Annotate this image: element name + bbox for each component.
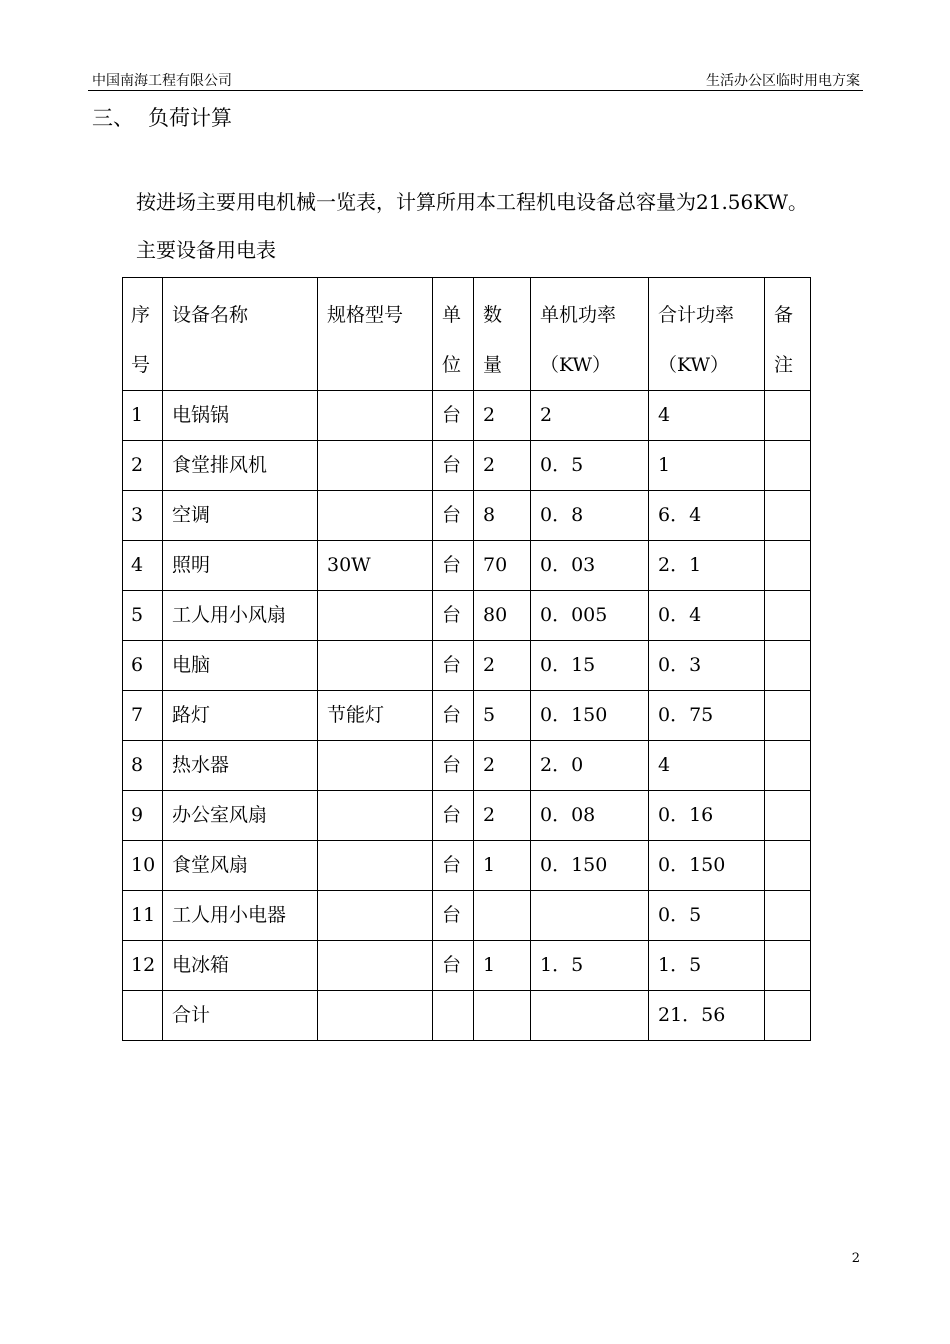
cell-spec: 30W [318,541,433,591]
table-row [123,591,811,641]
cell-total-power: 0．4 [649,591,765,641]
cell-name: 办公室风扇 [163,791,318,841]
section-heading [92,102,232,132]
cell-unit: 台 [433,541,474,591]
header-no: 序 号 [123,278,163,391]
cell-unit [433,991,474,1041]
cell-no: 8 [123,741,163,791]
cell-qty: 70 [474,541,531,591]
cell-unit-power: 2 [531,391,649,441]
table-row [123,691,811,741]
cell-unit: 台 [433,941,474,991]
table-row [123,741,811,791]
header-unit-power: 单机功率 （KW） [531,278,649,391]
cell-spec [318,841,433,891]
cell-name: 照明 [163,541,318,591]
cell-spec [318,391,433,441]
table-row [123,391,811,441]
cell-spec [318,991,433,1041]
cell-total-power: 0．5 [649,891,765,941]
cell-qty: 2 [474,441,531,491]
cell-spec [318,491,433,541]
cell-unit-power: 0．150 [531,691,649,741]
header-qty: 数 量 [474,278,531,391]
cell-no [123,991,163,1041]
cell-qty: 80 [474,591,531,641]
cell-unit-power: 0．15 [531,641,649,691]
header-unit: 单 位 [433,278,474,391]
cell-qty [474,891,531,941]
cell-qty: 8 [474,491,531,541]
cell-no: 1 [123,391,163,441]
intro-paragraph: 按进场主要用电机械一览表，计算所用本工程机电设备总容量为21.56KW。 [136,190,809,214]
cell-unit: 台 [433,591,474,641]
cell-qty: 1 [474,841,531,891]
cell-spec [318,591,433,641]
cell-name: 热水器 [163,741,318,791]
table-row [123,941,811,991]
cell-name: 食堂排风机 [163,441,318,491]
cell-name: 电锅锅 [163,391,318,441]
header-doc-title: 生活办公区临时用电方案 [706,73,860,89]
cell-qty: 2 [474,741,531,791]
cell-unit: 台 [433,441,474,491]
cell-name: 合计 [163,991,318,1041]
header-note: 备 注 [765,278,811,391]
cell-no: 9 [123,791,163,841]
table-total-row [123,991,811,1041]
table-title: 主要设备用电表 [136,238,276,262]
header-company: 中国南海工程有限公司 [92,73,232,89]
cell-total-power: 2．1 [649,541,765,591]
cell-qty: 5 [474,691,531,741]
cell-unit: 台 [433,841,474,891]
cell-note [765,591,811,641]
cell-qty: 2 [474,791,531,841]
cell-unit-power: 0．08 [531,791,649,841]
cell-name: 空调 [163,491,318,541]
cell-spec [318,641,433,691]
cell-no: 5 [123,591,163,641]
cell-total-power: 1．5 [649,941,765,991]
cell-spec [318,891,433,941]
cell-note [765,891,811,941]
cell-unit-power: 0．8 [531,491,649,541]
table-row [123,641,811,691]
cell-unit: 台 [433,891,474,941]
cell-no: 10 [123,841,163,891]
cell-unit-power [531,891,649,941]
cell-unit: 台 [433,391,474,441]
cell-name: 食堂风扇 [163,841,318,891]
cell-note [765,691,811,741]
table-row [123,441,811,491]
cell-qty: 1 [474,941,531,991]
cell-unit: 台 [433,741,474,791]
cell-note [765,441,811,491]
table-row [123,891,811,941]
cell-spec [318,941,433,991]
section-number: 三、 [92,106,134,130]
cell-note [765,841,811,891]
cell-qty: 2 [474,641,531,691]
cell-unit: 台 [433,691,474,741]
cell-note [765,391,811,441]
header-name: 设备名称 [163,278,318,391]
cell-total-power: 0．3 [649,641,765,691]
cell-unit-power: 0．5 [531,441,649,491]
cell-no: 12 [123,941,163,991]
cell-total-power: 0．150 [649,841,765,891]
cell-name: 电脑 [163,641,318,691]
cell-total-power: 21．56 [649,991,765,1041]
cell-unit-power [531,991,649,1041]
cell-total-power: 6．4 [649,491,765,541]
cell-unit-power: 0．005 [531,591,649,641]
cell-unit: 台 [433,491,474,541]
cell-unit: 台 [433,791,474,841]
section-title: 负荷计算 [148,106,232,130]
cell-no: 7 [123,691,163,741]
cell-unit: 台 [433,641,474,691]
cell-note [765,791,811,841]
header-rule [88,90,863,91]
table-row [123,791,811,841]
table-header-row [123,278,811,391]
cell-spec [318,791,433,841]
header-spec: 规格型号 [318,278,433,391]
cell-note [765,491,811,541]
cell-spec: 节能灯 [318,691,433,741]
equipment-power-table [122,277,811,1041]
cell-name: 工人用小电器 [163,891,318,941]
cell-no: 4 [123,541,163,591]
cell-no: 6 [123,641,163,691]
cell-no: 2 [123,441,163,491]
cell-no: 3 [123,491,163,541]
cell-unit-power: 0．150 [531,841,649,891]
cell-no: 11 [123,891,163,941]
cell-total-power: 0．75 [649,691,765,741]
cell-unit-power: 0．03 [531,541,649,591]
cell-note [765,641,811,691]
page-number: 2 [851,1251,860,1266]
cell-note [765,991,811,1041]
cell-qty: 2 [474,391,531,441]
cell-name: 路灯 [163,691,318,741]
cell-unit-power: 1．5 [531,941,649,991]
cell-spec [318,741,433,791]
cell-total-power: 1 [649,441,765,491]
cell-total-power: 0．16 [649,791,765,841]
header-total-power: 合计功率 （KW） [649,278,765,391]
cell-total-power: 4 [649,741,765,791]
cell-note [765,941,811,991]
cell-unit-power: 2．0 [531,741,649,791]
table-row [123,491,811,541]
cell-note [765,541,811,591]
cell-name: 电冰箱 [163,941,318,991]
table-row [123,841,811,891]
cell-note [765,741,811,791]
cell-spec [318,441,433,491]
cell-name: 工人用小风扇 [163,591,318,641]
cell-qty [474,991,531,1041]
cell-total-power: 4 [649,391,765,441]
table-row [123,541,811,591]
